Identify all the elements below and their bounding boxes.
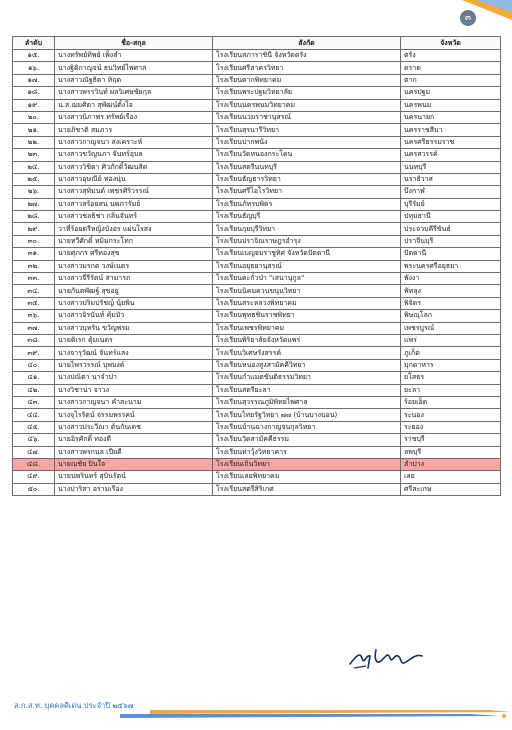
row-name: นายศุภกร ศรีทองสุข bbox=[55, 248, 213, 260]
row-school: โรงเรียนพุทธชินราชพิทยา bbox=[213, 310, 401, 322]
row-school: โรงเรียนท่าวุ้งวิทยาคาร bbox=[213, 446, 401, 458]
row-school: โรงเรียนสระหลวงพิทยาคม bbox=[213, 297, 401, 309]
row-no: ๕๐. bbox=[13, 483, 55, 495]
header-no: ลำดับ bbox=[13, 37, 55, 50]
table-row bbox=[13, 273, 501, 285]
row-name: นางสาวพรกนล เปียดี bbox=[55, 446, 213, 458]
row-no: ๒๙. bbox=[13, 223, 55, 235]
row-no: ๔๓. bbox=[13, 396, 55, 408]
row-name: นางสาวอุษณีย์ ทองนุ่น bbox=[55, 173, 213, 185]
row-no: ๔๙. bbox=[13, 471, 55, 483]
header-name: ชื่อ-สกุล bbox=[55, 37, 213, 50]
row-province: มุกดาหาร bbox=[401, 359, 501, 371]
row-province: เลย bbox=[401, 471, 501, 483]
row-no: ๔๕. bbox=[13, 421, 55, 433]
row-province: นครสวรรค์ bbox=[401, 149, 501, 161]
table-row bbox=[13, 149, 501, 161]
row-no: ๓๗. bbox=[13, 322, 55, 334]
table-row bbox=[13, 458, 501, 470]
row-no: ๓๙. bbox=[13, 347, 55, 359]
row-school: โรงเรียนสุรนารีวิทยา bbox=[213, 124, 401, 136]
table-row bbox=[13, 198, 501, 210]
row-province: ปราจีนบุรี bbox=[401, 235, 501, 247]
row-school: โรงเรียนเถินวิทยา bbox=[213, 458, 401, 470]
row-province: พัทลุง bbox=[401, 285, 501, 297]
table-row bbox=[13, 74, 501, 86]
table-row bbox=[13, 235, 501, 247]
corner-decoration bbox=[442, 0, 512, 24]
row-name: นางสาวณัฐธิดา ทิฤต bbox=[55, 74, 213, 86]
award-table bbox=[12, 36, 501, 496]
row-no: ๒๐. bbox=[13, 111, 55, 123]
row-school: โรงเรียนศรีสาครวิทยา bbox=[213, 62, 401, 74]
row-name: นางฐิติกาญจน์ ธนวิทย์ไพศาล bbox=[55, 62, 213, 74]
table-header-row bbox=[13, 37, 501, 50]
row-name: นายอิรศักดิ์ ทองดี bbox=[55, 434, 213, 446]
row-province: พิษณุโลก bbox=[401, 310, 501, 322]
row-name: นายณชัย ปินใจ bbox=[55, 458, 213, 470]
row-no: ๔๐. bbox=[13, 359, 55, 371]
row-province: นนทบุรี bbox=[401, 161, 501, 173]
row-school: โรงเรียนนวมราชานุสรณ์ bbox=[213, 111, 401, 123]
table-row bbox=[13, 384, 501, 396]
row-school: โรงเรียนศรีไอโรวิทยา bbox=[213, 186, 401, 198]
row-school: โรงเรียนปราจิณราษฎรอำรุง bbox=[213, 235, 401, 247]
row-school: โรงเรียนกำแมดขันติธรรมวิทยา bbox=[213, 372, 401, 384]
row-school: โรงเรียนสภาราชินี จังหวัดตรัง bbox=[213, 50, 401, 62]
row-name: นางสาวสุทิมนต์ เพชรศิริวรรณ์ bbox=[55, 186, 213, 198]
row-no: ๒๘. bbox=[13, 211, 55, 223]
row-name: นางจารุวัฒน์ จันทร์แสง bbox=[55, 347, 213, 359]
row-name: นางสาววิชิตา ศิวภักดิ์วัฒนสิด bbox=[55, 161, 213, 173]
table-row bbox=[13, 173, 501, 185]
table-row bbox=[13, 297, 501, 309]
row-province: นครพนม bbox=[401, 99, 501, 111]
row-province: ศรีสะเกษ bbox=[401, 483, 501, 495]
row-name: นายทวีศักดิ์ หมิมกระโทก bbox=[55, 235, 213, 247]
row-school: โรงเรียนปากพนัง bbox=[213, 136, 401, 148]
row-school: โรงเรียนอยุธยานุสรณ์ bbox=[213, 260, 401, 272]
row-province: นครปฐม bbox=[401, 87, 501, 99]
row-name: นางสาวกาญจนา สงเคราะห์ bbox=[55, 136, 213, 148]
row-no: ๓๘. bbox=[13, 334, 55, 346]
row-no: ๑๕. bbox=[13, 50, 55, 62]
row-no: ๓๔. bbox=[13, 285, 55, 297]
row-school: โรงเรียนตากพิทยาคม bbox=[213, 74, 401, 86]
table-row bbox=[13, 396, 501, 408]
row-no: ๒๖. bbox=[13, 186, 55, 198]
row-school: โรงเรียนสตรีนนทบุรี bbox=[213, 161, 401, 173]
row-name: นางปาริสา อร่ามเรือง bbox=[55, 483, 213, 495]
row-school: โรงเรียนสุวรรณภูมิพิทยไพศาล bbox=[213, 396, 401, 408]
table-row bbox=[13, 260, 501, 272]
row-no: ๒๗. bbox=[13, 198, 55, 210]
table-row bbox=[13, 347, 501, 359]
table-body bbox=[13, 50, 501, 496]
row-province: ลพบุรี bbox=[401, 446, 501, 458]
row-name: นางสาวจีรีรัตน์ สามารถ bbox=[55, 273, 213, 285]
row-province: ลำปาง bbox=[401, 458, 501, 470]
row-no: ๑๙. bbox=[13, 99, 55, 111]
row-school: โรงเรียนธัญบุรี bbox=[213, 211, 401, 223]
signature bbox=[346, 644, 428, 672]
header-school: สังกัด bbox=[213, 37, 401, 50]
row-province: ราชบุรี bbox=[401, 434, 501, 446]
table-row bbox=[13, 434, 501, 446]
table-row bbox=[13, 186, 501, 198]
row-school: โรงเรียนไทยรัฐวิทยา ๗๗ (บ้านบางบอน) bbox=[213, 409, 401, 421]
row-name: นายกันตพัฒฐ์ สุขอยู่ bbox=[55, 285, 213, 297]
row-name: นางสาวบุหรัน ขวัญพรม bbox=[55, 322, 213, 334]
row-province: ตาก bbox=[401, 74, 501, 86]
row-name: นางสาวประวีณา ต้นกันเดช bbox=[55, 421, 213, 433]
row-school: โรงเรียนตะกั่วป่า "เสนานุกูล" bbox=[213, 273, 401, 285]
table-row bbox=[13, 124, 501, 136]
row-name: นางสาวพรรวินท์ ผลวิเศษชัยกุล bbox=[55, 87, 213, 99]
row-school: โรงเรียนพระปฐมวิทยาลัย bbox=[213, 87, 401, 99]
row-school: โรงเรียนบ้านฉางกาญจนกุลวิทยา bbox=[213, 421, 401, 433]
row-no: ๓๐. bbox=[13, 235, 55, 247]
row-no: ๓๑. bbox=[13, 248, 55, 260]
row-name: นางทรัพย์ทิพย์ เพ็งลำ bbox=[55, 50, 213, 62]
row-no: ๔๘. bbox=[13, 458, 55, 470]
row-province: ภูเก็ต bbox=[401, 347, 501, 359]
row-name: นางสาวปริมปรัชญ์ นุ้ยพิน bbox=[55, 297, 213, 309]
row-province: ประจวบคีรีขันธ์ bbox=[401, 223, 501, 235]
row-name: ว่าที่ร้อยตรีหญิงบังอร แผ่นโรสง bbox=[55, 223, 213, 235]
row-province: นครราชสีมา bbox=[401, 124, 501, 136]
row-school: โรงเรียนธัญธารวิทยา bbox=[213, 173, 401, 185]
row-province: พังงา bbox=[401, 273, 501, 285]
row-school: โรงเรียนหนองสูงสามัคคีวิทยา bbox=[213, 359, 401, 371]
row-school: โรงเรียนเบญจมราชูทิศ จังหวัดปัตตานี bbox=[213, 248, 401, 260]
row-no: ๔๔. bbox=[13, 409, 55, 421]
table-row bbox=[13, 322, 501, 334]
row-name: นางวิชาน่า จาวง bbox=[55, 384, 213, 396]
row-school: โรงเรียนภัทรบพิตร bbox=[213, 198, 401, 210]
table-row bbox=[13, 409, 501, 421]
table-row bbox=[13, 359, 501, 371]
row-name: น.ส.ฌมศิตา สุพัฒน์ตั้งใจ bbox=[55, 99, 213, 111]
row-no: ๓๒. bbox=[13, 260, 55, 272]
row-name: นางสาวนิภาพร ทรัพย์เรือง bbox=[55, 111, 213, 123]
row-province: ร้อยเอ็ด bbox=[401, 396, 501, 408]
row-no: ๔๑. bbox=[13, 372, 55, 384]
row-province: ตราด bbox=[401, 62, 501, 74]
table-row bbox=[13, 248, 501, 260]
row-no: ๔๗. bbox=[13, 446, 55, 458]
row-province: แพร่ bbox=[401, 334, 501, 346]
row-school: โรงเรียนวิเศษรังสรรค์ bbox=[213, 347, 401, 359]
row-province: พระนครศรีอยุธยา bbox=[401, 260, 501, 272]
row-province: นราธิวาส bbox=[401, 173, 501, 185]
row-no: ๒๕. bbox=[13, 173, 55, 185]
row-province: ตรัง bbox=[401, 50, 501, 62]
row-school: โรงเรียนเพชรพิทยาคม bbox=[213, 322, 401, 334]
table-row bbox=[13, 161, 501, 173]
row-province: นครนายก bbox=[401, 111, 501, 123]
table-row bbox=[13, 310, 501, 322]
table-row bbox=[13, 87, 501, 99]
row-school: โรงเรียนกุยบุรีวิทยา bbox=[213, 223, 401, 235]
row-name: นายไพรวรรณ์ บุพบงค์ bbox=[55, 359, 213, 371]
table-row bbox=[13, 211, 501, 223]
page-number: ๓ bbox=[460, 10, 476, 26]
row-no: ๒๒. bbox=[13, 136, 55, 148]
header-province: จังหวัด bbox=[401, 37, 501, 50]
table-row bbox=[13, 446, 501, 458]
row-name: นางสาวกาญจนา คำสะนาม bbox=[55, 396, 213, 408]
row-no: ๑๗. bbox=[13, 74, 55, 86]
table-row bbox=[13, 223, 501, 235]
row-name: นางสาวมรกต วงษ์เนตร bbox=[55, 260, 213, 272]
row-province: พิจิตร bbox=[401, 297, 501, 309]
footer-text: ส.ก.ส.ท. บุคคลดีเด่น ประจำปี ๒๕๖๗ bbox=[14, 701, 134, 710]
row-no: ๔๒. bbox=[13, 384, 55, 396]
row-province: ระนอง bbox=[401, 409, 501, 421]
table-row bbox=[13, 372, 501, 384]
row-school: โรงเรียนวัดหนองกระโดน bbox=[213, 149, 401, 161]
table-row bbox=[13, 421, 501, 433]
table-row bbox=[13, 99, 501, 111]
row-province: ยโสธร bbox=[401, 372, 501, 384]
table-row bbox=[13, 334, 501, 346]
row-name: นายนพรินทร์ สุบินรัตน์ bbox=[55, 471, 213, 483]
row-name: นางสาวขวัญนภา จันทร์อุบล bbox=[55, 149, 213, 161]
table-row bbox=[13, 111, 501, 123]
row-province: ยะลา bbox=[401, 384, 501, 396]
row-name: นายภิชาติ สมภาร bbox=[55, 124, 213, 136]
row-name: นายติเรก คุ้มเนตร bbox=[55, 334, 213, 346]
row-school: โรงเรียนพิริยาลัยจังหวัดแพร่ bbox=[213, 334, 401, 346]
row-province: บึงกาฬ bbox=[401, 186, 501, 198]
row-no: ๒๑. bbox=[13, 124, 55, 136]
table-row bbox=[13, 471, 501, 483]
row-name: นางสาวจิรนันท์ คุ้มบัว bbox=[55, 310, 213, 322]
table-row bbox=[13, 62, 501, 74]
row-no: ๓๖. bbox=[13, 310, 55, 322]
row-province: ปัตตานี bbox=[401, 248, 501, 260]
row-school: โรงเรียนเลยพิทยาคม bbox=[213, 471, 401, 483]
footer-bar bbox=[0, 708, 512, 720]
row-school: โรงเรียนวัดสามัคคีธรรม bbox=[213, 434, 401, 446]
row-province: บุรีรัมย์ bbox=[401, 198, 501, 210]
row-no: ๓๓. bbox=[13, 273, 55, 285]
row-school: โรงเรียนสตรียะลา bbox=[213, 384, 401, 396]
row-province: ระยอง bbox=[401, 421, 501, 433]
row-no: ๒๓. bbox=[13, 149, 55, 161]
row-province: ปทุมธานี bbox=[401, 211, 501, 223]
row-no: ๔๖. bbox=[13, 434, 55, 446]
row-school: โรงเรียนสตรีสิริเกศ bbox=[213, 483, 401, 495]
row-province: เพชรบูรณ์ bbox=[401, 322, 501, 334]
row-province: นครศรีธรรมราช bbox=[401, 136, 501, 148]
table-row bbox=[13, 50, 501, 62]
row-name: นางปณิตา นาจำปา bbox=[55, 372, 213, 384]
row-name: นางสาวสร้อยสน นพภารัมย์ bbox=[55, 198, 213, 210]
row-no: ๑๖. bbox=[13, 62, 55, 74]
table-row bbox=[13, 285, 501, 297]
row-school: โรงเรียนนิคมควนขนุนวิทยา bbox=[213, 285, 401, 297]
row-name: นางจุไรรัตน์ จรรมพรรคน์ bbox=[55, 409, 213, 421]
row-no: ๒๔. bbox=[13, 161, 55, 173]
row-no: ๓๕. bbox=[13, 297, 55, 309]
table-row bbox=[13, 136, 501, 148]
row-school: โรงเรียนนครพนมวิทยาคม bbox=[213, 99, 401, 111]
table-row bbox=[13, 483, 501, 495]
row-no: ๑๘. bbox=[13, 87, 55, 99]
row-name: นางสาวชลธิชา กลิ่นจันทร์ bbox=[55, 211, 213, 223]
